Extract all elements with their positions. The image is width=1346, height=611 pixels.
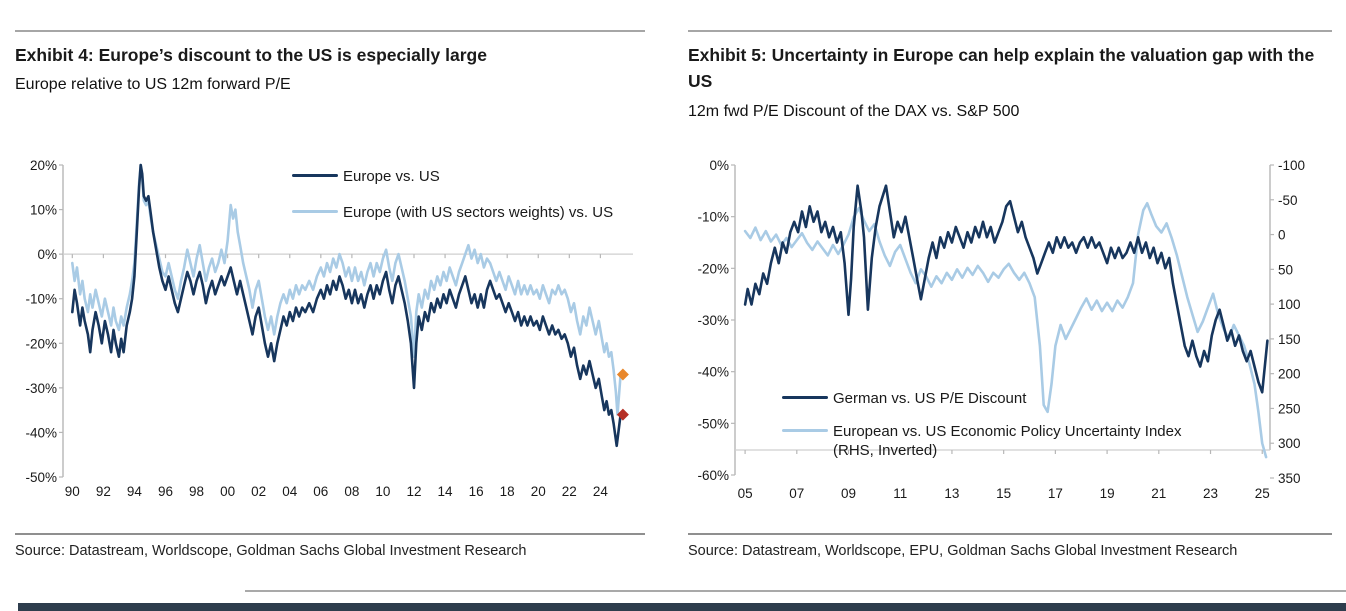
svg-text:15: 15 bbox=[996, 486, 1012, 501]
svg-text:23: 23 bbox=[1203, 486, 1219, 501]
legend-line-swatch bbox=[292, 174, 338, 177]
exhibit4-legend bbox=[292, 167, 613, 222]
svg-text:-10%: -10% bbox=[25, 291, 57, 307]
svg-text:-30%: -30% bbox=[697, 313, 729, 328]
svg-text:94: 94 bbox=[126, 484, 142, 499]
svg-text:21: 21 bbox=[1151, 486, 1167, 501]
svg-text:09: 09 bbox=[841, 486, 857, 501]
svg-text:-50: -50 bbox=[1278, 192, 1298, 208]
svg-text:13: 13 bbox=[944, 486, 960, 501]
svg-text:-10%: -10% bbox=[697, 209, 729, 225]
source-divider-left bbox=[15, 533, 645, 535]
svg-text:100: 100 bbox=[1278, 297, 1301, 313]
svg-text:-40%: -40% bbox=[697, 364, 729, 380]
svg-text:96: 96 bbox=[157, 484, 174, 499]
exhibit5-subtitle: 12m fwd P/E Discount of the DAX vs. S&P 500 bbox=[688, 103, 1020, 120]
svg-text:0%: 0% bbox=[709, 158, 729, 173]
legend-label: Europe vs. US bbox=[343, 168, 440, 185]
svg-text:12: 12 bbox=[406, 484, 422, 499]
svg-text:04: 04 bbox=[282, 484, 298, 499]
svg-text:08: 08 bbox=[344, 484, 360, 499]
svg-text:90: 90 bbox=[64, 484, 80, 499]
exhibit4-title: Exhibit 4: Europe’s discount to the US is especially large bbox=[15, 45, 487, 65]
svg-text:-30%: -30% bbox=[25, 380, 57, 396]
svg-text:02: 02 bbox=[251, 484, 267, 499]
svg-text:17: 17 bbox=[1047, 486, 1063, 501]
top-divider-left bbox=[15, 30, 645, 32]
svg-text:16: 16 bbox=[468, 484, 484, 499]
footer-bar bbox=[18, 603, 1346, 611]
svg-text:18: 18 bbox=[499, 484, 515, 499]
svg-text:10: 10 bbox=[375, 484, 391, 499]
svg-text:00: 00 bbox=[220, 484, 236, 499]
svg-text:06: 06 bbox=[313, 484, 329, 499]
exhibit4-source: Source: Datastream, Worldscope, Goldman Sachs Global Investment Research bbox=[15, 543, 527, 559]
exhibit5-source: Source: Datastream, Worldscope, EPU, Goldman Sachs Global Investment Research bbox=[688, 543, 1238, 559]
legend-item bbox=[292, 203, 613, 222]
legend-item bbox=[782, 389, 1182, 408]
legend-label: German vs. US P/E Discount bbox=[833, 390, 1027, 407]
exhibit5-title: Exhibit 5: Uncertainty in Europe can help explain the valuation gap with the US bbox=[688, 45, 1315, 91]
legend-label: European vs. US Economic Policy Uncertainty Index (RHS, Inverted) bbox=[833, 423, 1182, 459]
footer-rule bbox=[245, 590, 1346, 592]
svg-text:-50%: -50% bbox=[25, 470, 57, 485]
svg-text:25: 25 bbox=[1254, 486, 1270, 501]
svg-text:98: 98 bbox=[189, 484, 205, 499]
legend-line-swatch bbox=[782, 396, 828, 399]
svg-text:0%: 0% bbox=[37, 247, 57, 263]
legend-item bbox=[292, 167, 613, 186]
svg-text:350: 350 bbox=[1278, 471, 1301, 486]
exhibit4-subtitle: Europe relative to US 12m forward P/E bbox=[15, 76, 291, 93]
svg-text:19: 19 bbox=[1099, 486, 1115, 501]
svg-text:-20%: -20% bbox=[25, 336, 57, 352]
legend-label: Europe (with US sectors weights) vs. US bbox=[343, 204, 614, 221]
source-divider-right bbox=[688, 533, 1332, 535]
svg-text:-20%: -20% bbox=[697, 261, 729, 277]
legend-item bbox=[782, 422, 1182, 460]
svg-text:-60%: -60% bbox=[697, 468, 729, 483]
svg-text:10%: 10% bbox=[29, 202, 57, 218]
svg-text:11: 11 bbox=[893, 486, 908, 501]
svg-text:20%: 20% bbox=[29, 158, 57, 173]
svg-text:20: 20 bbox=[530, 484, 546, 499]
svg-text:92: 92 bbox=[95, 484, 111, 499]
svg-text:250: 250 bbox=[1278, 401, 1301, 417]
svg-text:22: 22 bbox=[561, 484, 577, 499]
exhibit5-legend bbox=[782, 389, 1182, 460]
svg-text:24: 24 bbox=[592, 484, 608, 499]
top-divider-right bbox=[688, 30, 1332, 32]
svg-text:-50%: -50% bbox=[697, 416, 729, 432]
svg-text:0: 0 bbox=[1278, 227, 1286, 243]
svg-text:150: 150 bbox=[1278, 331, 1301, 347]
svg-text:07: 07 bbox=[789, 486, 805, 501]
svg-text:200: 200 bbox=[1278, 366, 1301, 382]
end-marker-latest-sector-weighted bbox=[617, 368, 629, 380]
svg-text:50: 50 bbox=[1278, 262, 1294, 278]
svg-text:300: 300 bbox=[1278, 436, 1301, 452]
svg-text:14: 14 bbox=[437, 484, 453, 499]
legend-line-swatch bbox=[782, 429, 828, 432]
svg-text:-40%: -40% bbox=[25, 425, 57, 441]
svg-text:-100: -100 bbox=[1278, 158, 1306, 173]
svg-text:05: 05 bbox=[737, 486, 753, 501]
legend-line-swatch bbox=[292, 210, 338, 213]
